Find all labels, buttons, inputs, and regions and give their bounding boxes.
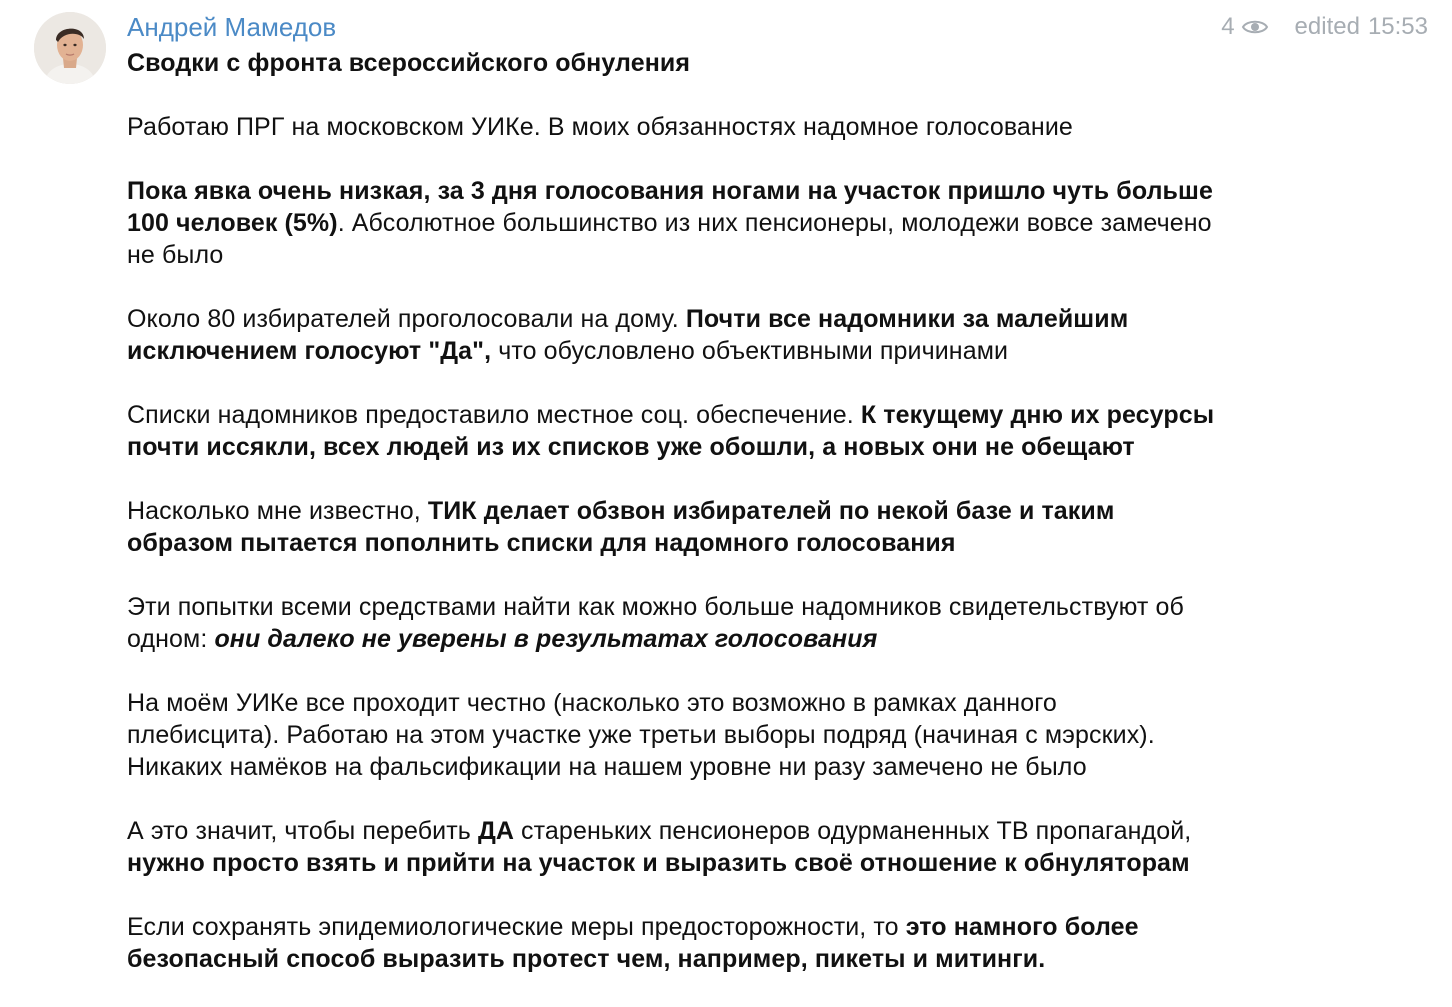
paragraph-8 bbox=[127, 815, 1427, 879]
message-meta bbox=[1221, 10, 1428, 44]
paragraph-2-line-3: не было bbox=[127, 241, 224, 269]
paragraph-7-line-3: Никаких намёков на фальсификации на нашем уровне ни разу замечено не было bbox=[127, 753, 1087, 781]
view-count: 4 bbox=[1221, 13, 1235, 40]
paragraph-4 bbox=[127, 399, 1427, 463]
avatar-photo bbox=[34, 12, 106, 84]
message-time: 15:53 bbox=[1367, 13, 1428, 40]
paragraph-2 bbox=[127, 175, 1427, 271]
paragraph-3-line-2-bold: исключением голосуют "Да", bbox=[127, 337, 492, 365]
edited-label: edited bbox=[1294, 13, 1360, 40]
message-title: Сводки с фронта всероссийского обнуления bbox=[127, 49, 691, 77]
eye-icon bbox=[1241, 17, 1269, 37]
paragraph-8-line-1-bold: ДА bbox=[477, 817, 515, 845]
paragraph-6-line-1: Эти попытки всеми средствами найти как можно больше надомников свидетельствуют об bbox=[127, 593, 1184, 621]
message-text bbox=[127, 47, 1427, 1007]
paragraph-9-line-1-plain: Если сохранять эпидемиологические меры предосторожности, то bbox=[127, 913, 906, 941]
paragraph-4-line-2-bold: почти иссякли, всех людей из их списков уже обошли, а новых они не обещают bbox=[127, 433, 1135, 461]
avatar[interactable] bbox=[34, 12, 106, 84]
paragraph-5 bbox=[127, 495, 1427, 559]
paragraph-4-line-1-plain: Списки надомников предоставило местное соц. обеспечение. bbox=[127, 401, 861, 429]
paragraph-1-line-1: Работаю ПРГ на московском УИКе. В моих обязанностях надомное голосование bbox=[127, 113, 1073, 141]
paragraph-9-line-1-bold: это намного более bbox=[905, 913, 1139, 941]
paragraph-3-line-1-bold: Почти все надомники за малейшим bbox=[685, 305, 1129, 333]
paragraph-2-line-2-bold: 100 человек (5%) bbox=[127, 209, 338, 237]
paragraph-7-line-2: плебисцита). Работаю на этом участке уже третьи выборы подряд (начиная с мэрских). bbox=[127, 721, 1155, 749]
paragraph-4-line-1-bold: К текущему дню их ресурсы bbox=[860, 401, 1215, 429]
paragraph-8-line-2-bold: нужно просто взять и прийти на участок и выразить своё отношение к обнуляторам bbox=[127, 849, 1190, 877]
paragraph-8-line-1-plain: А это значит, чтобы перебить bbox=[127, 817, 478, 845]
paragraph-3 bbox=[127, 303, 1427, 367]
paragraph-6-line-2-bolditalic: они далеко не уверены в результатах голосования bbox=[214, 625, 878, 653]
paragraph-6-line-2-plain: одном: bbox=[127, 625, 215, 653]
paragraph-2-line-1-bold: Пока явка очень низкая, за 3 дня голосования ногами на участок пришло чуть больше bbox=[127, 177, 1213, 205]
paragraph-5-line-1-plain: Насколько мне известно, bbox=[127, 497, 428, 525]
paragraph-7-line-1: На моём УИКе все проходит честно (насколько это возможно в рамках данного bbox=[127, 689, 1057, 717]
paragraph-1 bbox=[127, 111, 1427, 143]
paragraph-7 bbox=[127, 687, 1427, 783]
paragraph-9-line-2-bold: безопасный способ выразить протест чем, например, пикеты и митинги. bbox=[127, 945, 1046, 973]
paragraph-5-line-1-bold: ТИК делает обзвон избирателей по некой базе и таким bbox=[427, 497, 1115, 525]
paragraph-2-line-2-rest: . Абсолютное большинство из них пенсионеры, молодежи вовсе замечено bbox=[337, 209, 1212, 237]
paragraph-6 bbox=[127, 591, 1427, 655]
paragraph-5-line-2-bold: образом пытается пополнить списки для надомного голосования bbox=[127, 529, 956, 557]
paragraph-3-line-1-plain: Около 80 избирателей проголосовали на дому. bbox=[127, 305, 686, 333]
author-name[interactable]: Андрей Мамедов bbox=[127, 12, 337, 42]
paragraph-9 bbox=[127, 911, 1427, 975]
paragraph-3-line-2-rest: что обусловлено объективными причинами bbox=[491, 337, 1009, 365]
paragraph-8-line-1-rest: стареньких пенсионеров одурманенных ТВ пропагандой, bbox=[514, 817, 1192, 845]
